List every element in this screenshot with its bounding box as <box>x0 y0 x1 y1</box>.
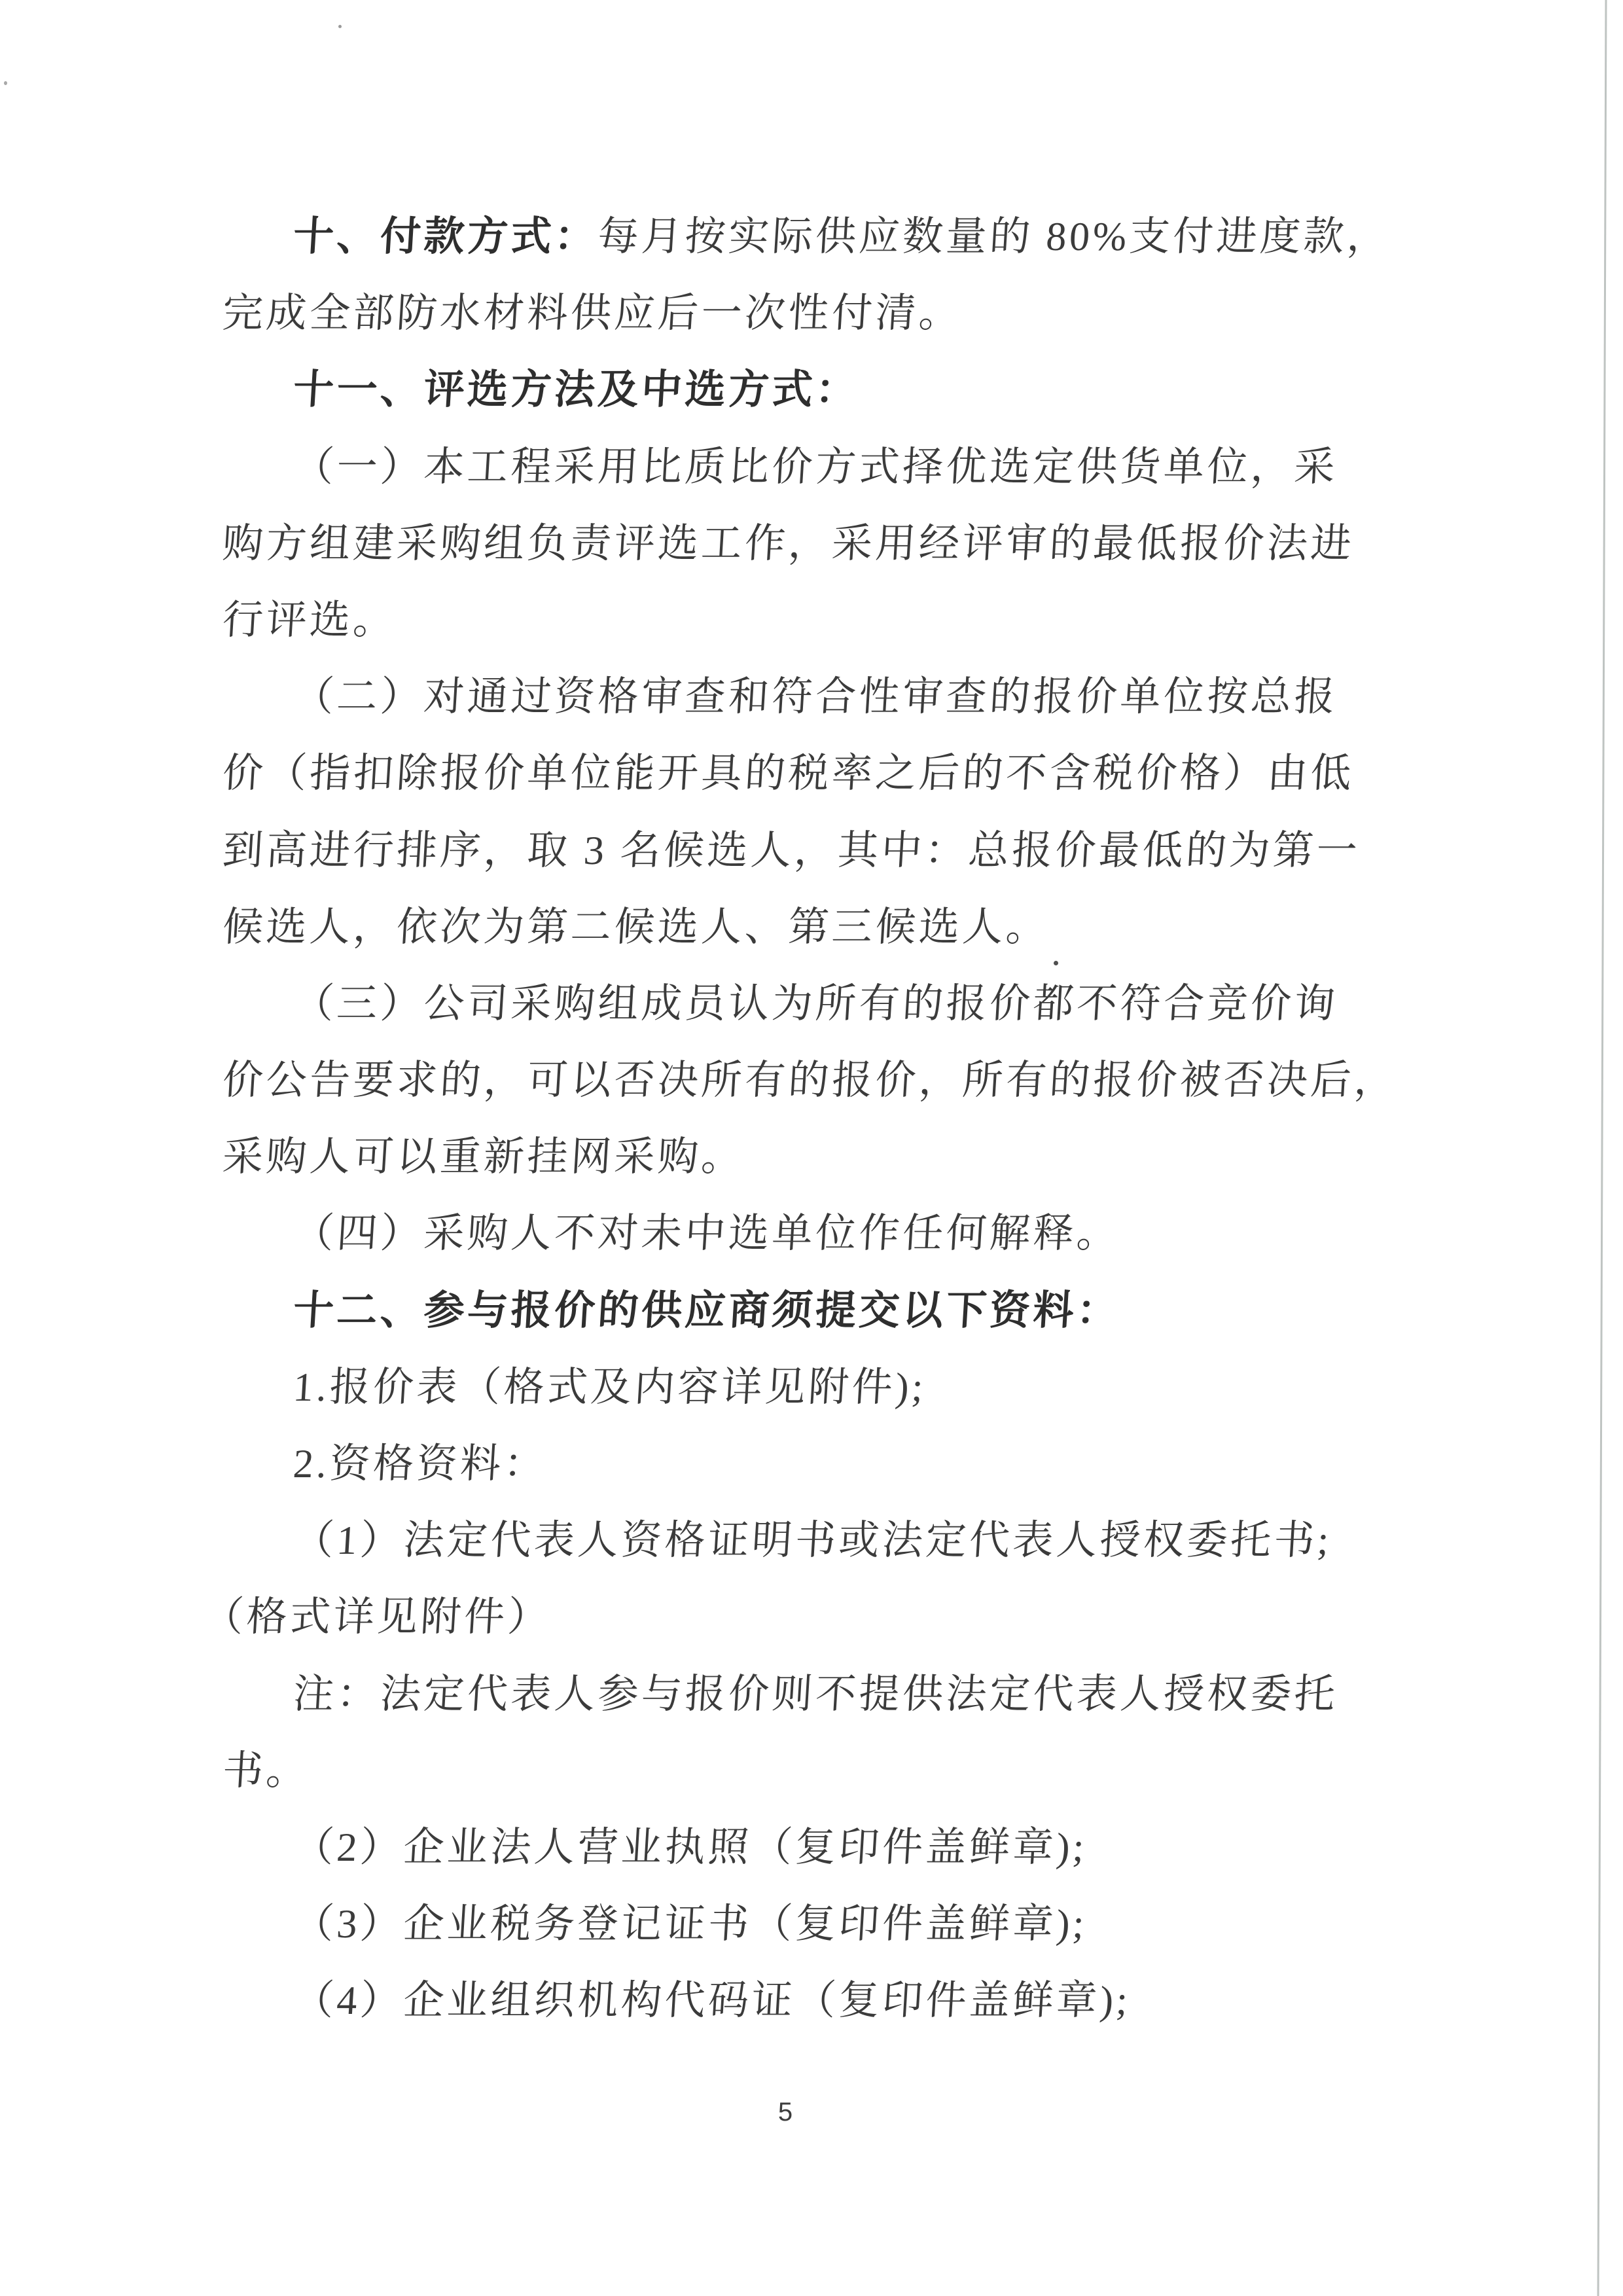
text-line <box>220 1733 1409 1810</box>
text-line <box>220 736 1409 812</box>
document-body <box>201 199 1407 2040</box>
text-line <box>220 889 1409 966</box>
text-line <box>220 1196 1409 1272</box>
text-line <box>220 429 1409 506</box>
text-segment: 每月按实际供应数量的 80%支付进度款， <box>596 215 1392 259</box>
ink-speck <box>1054 961 1058 965</box>
text-segment: 1.报价表（格式及内容详见附件); <box>291 1365 927 1410</box>
text-segment: 行评选。 <box>221 598 399 643</box>
text-line <box>220 583 1409 659</box>
text-segment: （一）本工程采用比质比价方式择优选定供货单位，采 <box>291 444 1340 490</box>
text-line <box>220 199 1409 276</box>
text-line <box>220 1119 1409 1196</box>
text-line <box>220 1886 1409 1963</box>
text-segment: 到高进行排序，取 3 名候选人，其中：总报价最低的为第一 <box>221 828 1362 873</box>
text-line <box>220 506 1409 583</box>
text-segment: （4）企业组织机构代码证（复印件盖鲜章); <box>291 1979 1132 2024</box>
text-line <box>200 1579 1409 1656</box>
text-segment: 购方组建采购组负责评选工作，采用经评审的最低报价法进 <box>221 521 1356 566</box>
text-line <box>220 1657 1409 1733</box>
heading-segment: 十一、评选方法及中选方式： <box>291 368 861 413</box>
text-segment: 书。 <box>221 1748 312 1793</box>
text-segment: （格式详见附件） <box>201 1595 553 1640</box>
text-line <box>220 1963 1409 2039</box>
text-line <box>220 276 1409 352</box>
page-number: 5 <box>777 2098 793 2126</box>
ink-speck <box>4 81 7 85</box>
text-line <box>220 1426 1409 1503</box>
heading-segment: 十、付款方式： <box>291 215 599 259</box>
text-line <box>220 1810 1409 1886</box>
text-segment: （四）采购人不对未中选单位作任何解释。 <box>291 1211 1122 1257</box>
text-segment: 价（指扣除报价单位能开具的税率之后的不含税价格）由低 <box>221 751 1356 797</box>
text-segment: （1）法定代表人资格证明书或法定代表人授权委托书; <box>291 1518 1333 1564</box>
text-line <box>220 813 1409 889</box>
text-line <box>220 659 1409 736</box>
text-line <box>220 1350 1409 1426</box>
text-segment: 候选人，依次为第二候选人、第三候选人。 <box>221 905 1051 950</box>
text-segment: （二）对通过资格审查和符合性审查的报价单位按总报 <box>291 675 1340 720</box>
heading-segment: 十二、参与报价的供应商须提交以下资料： <box>291 1288 1122 1333</box>
text-segment: （3）企业税务登记证书（复印件盖鲜章); <box>291 1902 1088 1947</box>
text-line <box>220 1043 1409 1119</box>
ink-speck <box>338 25 342 28</box>
text-segment: 完成全部防水材料供应后一次性付清。 <box>221 291 964 336</box>
text-line <box>220 352 1409 429</box>
text-segment: 采购人可以重新挂网采购。 <box>221 1135 747 1180</box>
text-segment: （三）公司采购组成员认为所有的报价都不符合竞价询 <box>291 981 1340 1026</box>
text-line <box>220 1273 1409 1350</box>
text-line <box>220 966 1409 1043</box>
text-segment: （2）企业法人营业执照（复印件盖鲜章); <box>291 1825 1088 1870</box>
text-segment: 注：法定代表人参与报价则不提供法定代表人授权委托 <box>291 1672 1340 1717</box>
text-segment: 价公告要求的，可以否决所有的报价，所有的报价被否决后， <box>221 1058 1399 1103</box>
text-segment: 2.资格资料： <box>291 1442 549 1486</box>
text-line <box>220 1503 1409 1579</box>
